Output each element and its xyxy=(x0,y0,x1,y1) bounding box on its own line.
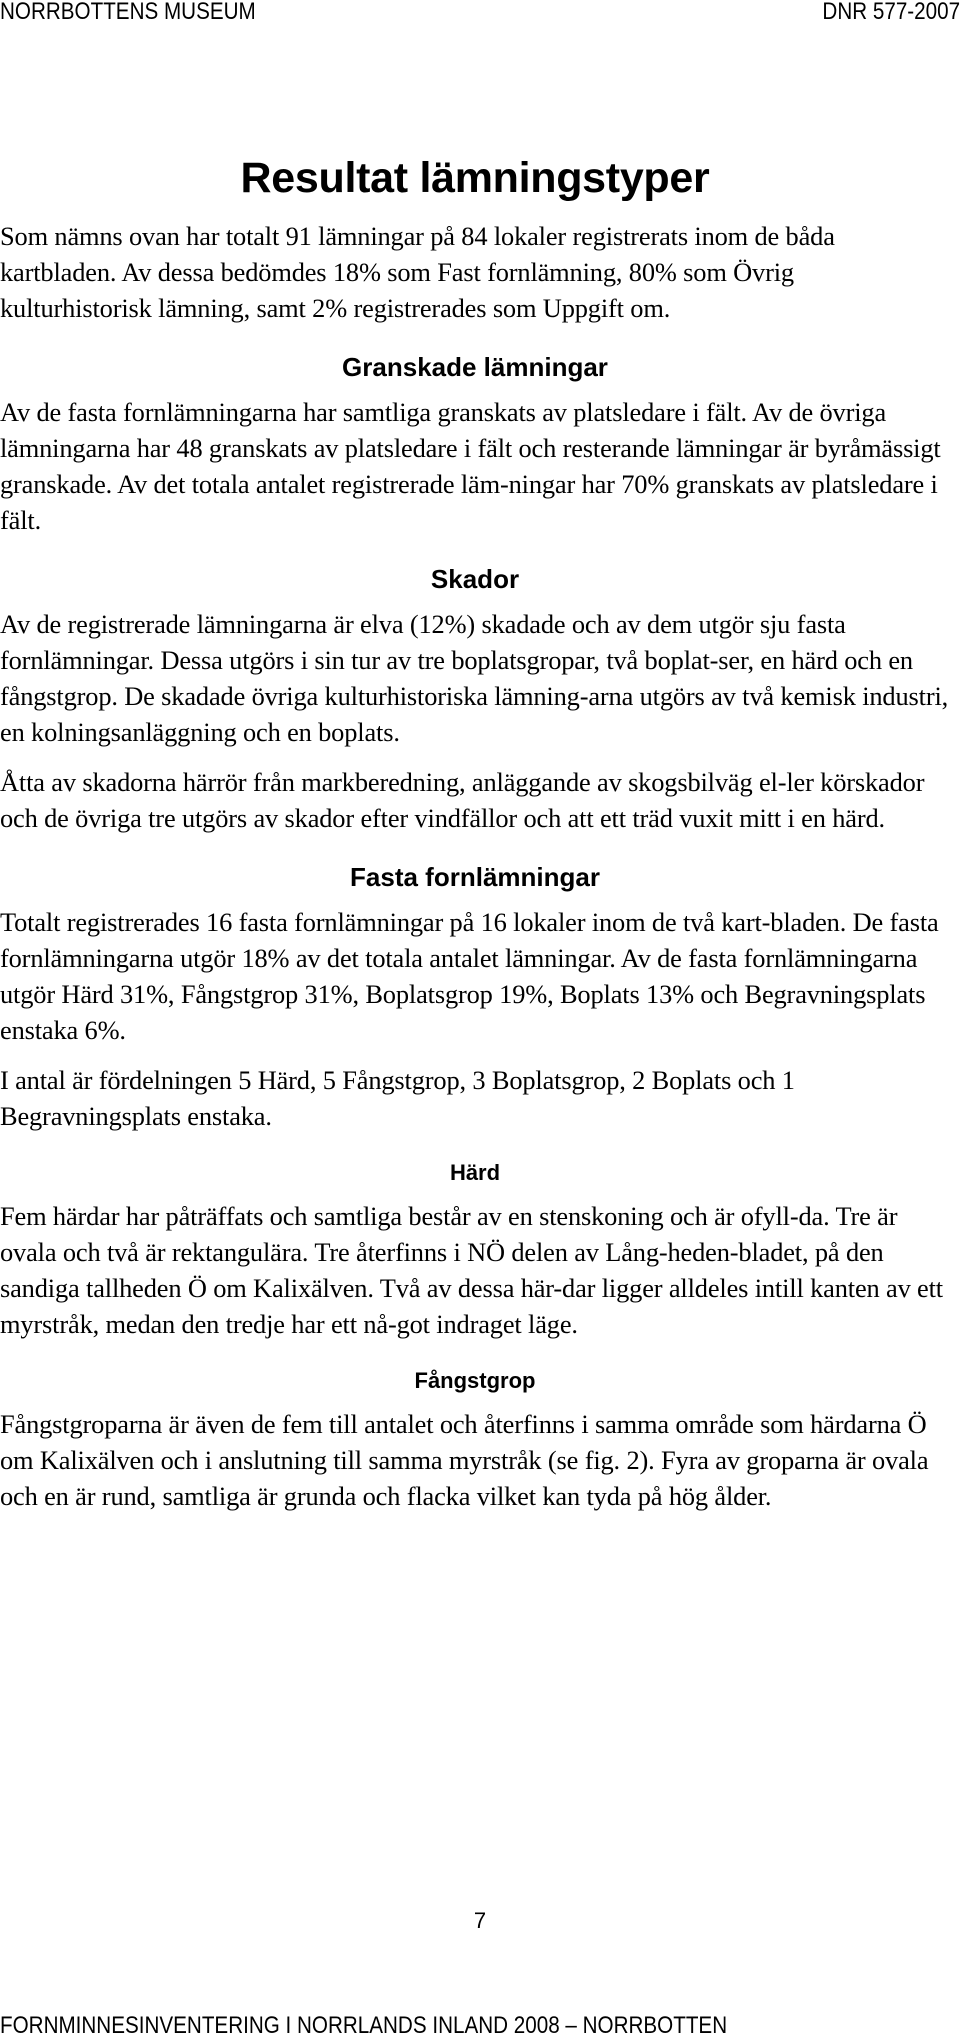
granskade-paragraph: Av de fasta fornlämningarna har samtliga granskats av platsledare i fält. Av de övriga lämningarna har 48 granskats av platsledare i fält och resterande lämningar är byråmässigt granskade. Av det totala antalet registrerade läm-ningar har 70% granskats av platsledare i fält. xyxy=(0,397,941,535)
page-number: 7 xyxy=(473,1908,487,1933)
fasta-paragraph-1: Totalt registrerades 16 fasta fornlämningar på 16 lokaler inom de två kart-bladen. De fasta fornlämningarna utgör 18% av det totala antalet lämningar. Av de fasta fornlämningarna utgör Härd 31%, Fångstgrop 31%, Boplatsgrop 19%, Boplats 13% och Begravningsplats enstaka 6%. xyxy=(0,907,939,1045)
fasta-paragraph-2: I antal är fördelningen 5 Härd, 5 Fångstgrop, 3 Boplatsgrop, 2 Boplats och 1 Begravningsplats enstaka. xyxy=(0,1065,795,1131)
page-title: Resultat lämningstyper xyxy=(240,154,710,202)
section-heading-skador: Skador xyxy=(430,564,520,594)
header-museum-name: NORRBOTTENS MUSEUM xyxy=(0,0,256,25)
page-footer: FORNMINNESINVENTERING I NORRLANDS INLAND 2008 – NORRBOTTEN xyxy=(0,2012,728,2039)
skador-paragraph-1: Av de registrerade lämningarna är elva (12%) skadade och av dem utgör sju fasta fornlämningar. Dessa utgörs i sin tur av tre boplatsgropar, två boplat-ser, en härd och en fångstgrop. De skadade övriga kulturhistoriska lämning-arna utgörs av två kemisk industri, en kolningsanläggning och en boplats. xyxy=(0,609,949,747)
section-heading-fasta: Fasta fornlämningar xyxy=(350,862,600,892)
header-dnr: DNR 577-2007 xyxy=(822,0,960,25)
page-header xyxy=(0,0,960,24)
section-heading-granskade: Granskade lämningar xyxy=(342,352,608,382)
document-body xyxy=(0,152,950,1528)
fangstgrop-paragraph: Fångstgroparna är även de fem till antalet och återfinns i samma område som härdarna Ö om Kalixälven och i anslutning till samma myrstråk (se fig. 2). Fyra av groparna är ovala och en är rund, samtliga är grunda och flacka vilket kan tyda på hög ålder. xyxy=(0,1409,929,1511)
intro-paragraph: Som nämns ovan har totalt 91 lämningar på 84 lokaler registrerats inom de båda kartbladen. Av dessa bedömdes 18% som Fast fornlämning, 80% som Övrig kulturhistorisk lämning, samt 2% registrerades som Uppgift om. xyxy=(0,221,835,323)
subsection-heading-fangstgrop: Fångstgrop xyxy=(414,1368,536,1393)
skador-paragraph-2: Åtta av skadorna härrör från markberedning, anläggande av skogsbilväg el-ler körskador och de övriga tre utgörs av skador efter vindfällor och att ett träd vuxit mitt i en härd. xyxy=(0,767,925,833)
hard-paragraph: Fem härdar har påträffats och samtliga består av en stenskoning och är ofyll-da. Tre är ovala och två är rektangulära. Tre återfinns i NÖ delen av Lång-heden-bladet, på den sandiga tallheden Ö om Kalixälven. Två av dessa här-dar ligger alldeles intill kanten av ett myrstråk, medan den tredje har ett nå-got indraget läge. xyxy=(0,1201,943,1339)
subsection-heading-hard: Härd xyxy=(449,1160,501,1185)
